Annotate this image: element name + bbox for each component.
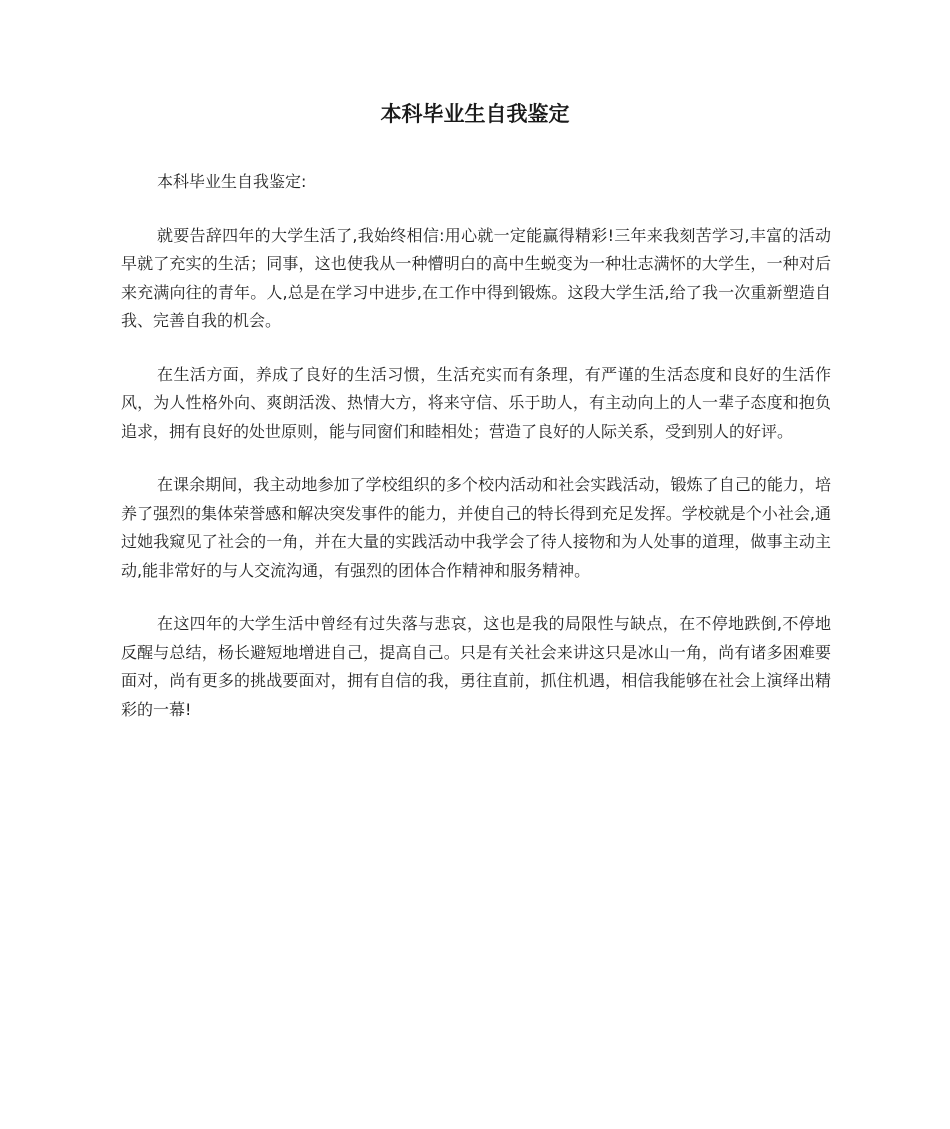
salutation-paragraph: 本科毕业生自我鉴定: (157, 172, 307, 191)
document-title: 本科毕业生自我鉴定 (380, 102, 570, 126)
body-paragraph: 在这四年的大学生活中曾经有过失落与悲哀，这也是我的局限性与缺点，在不停地跌倒,不停地反醒与总结，杨长避短地增进自己，提高自己。只是有关社会来讲这只是冰山一角，尚有诸多困难要面对，尚有更多的挑战要面对，拥有自信的我，勇往直前，抓住机遇，相信我能够在社会上演绎出精彩的一幕! (121, 614, 831, 719)
document-body (121, 168, 831, 749)
body-paragraph: 在生活方面，养成了良好的生活习惯，生活充实而有条理，有严谨的生活态度和良好的生活作风，为人性格外向、爽朗活泼、热情大方，将来守信、乐于助人，有主动向上的人一辈子态度和抱负追求，拥有良好的处世原则，能与同窗们和睦相处；营造了良好的人际关系，受到别人的好评。 (121, 364, 831, 441)
body-paragraph: 就要告辞四年的大学生活了,我始终相信:用心就一定能赢得精彩!三年来我刻苦学习,丰富的活动早就了充实的生活；同事，这也使我从一种懵明白的高中生蜕变为一种壮志满怀的大学生，一种对后来充满向往的青年。人,总是在学习中进步,在工作中得到锻炼。这段大学生活,给了我一次重新塑造自我、完善自我的机会。 (121, 225, 831, 330)
body-paragraph: 在课余期间，我主动地参加了学校组织的多个校内活动和社会实践活动，锻炼了自己的能力，培养了强烈的集体荣誉感和解决突发事件的能力，并使自己的特长得到充足发挥。学校就是个小社会,通过她我窥见了社会的一角，并在大量的实践活动中我学会了待人接物和为人处事的道理，做事主动主动,能非常好的与人交流沟通，有强烈的团体合作精神和服务精神。 (121, 475, 831, 580)
